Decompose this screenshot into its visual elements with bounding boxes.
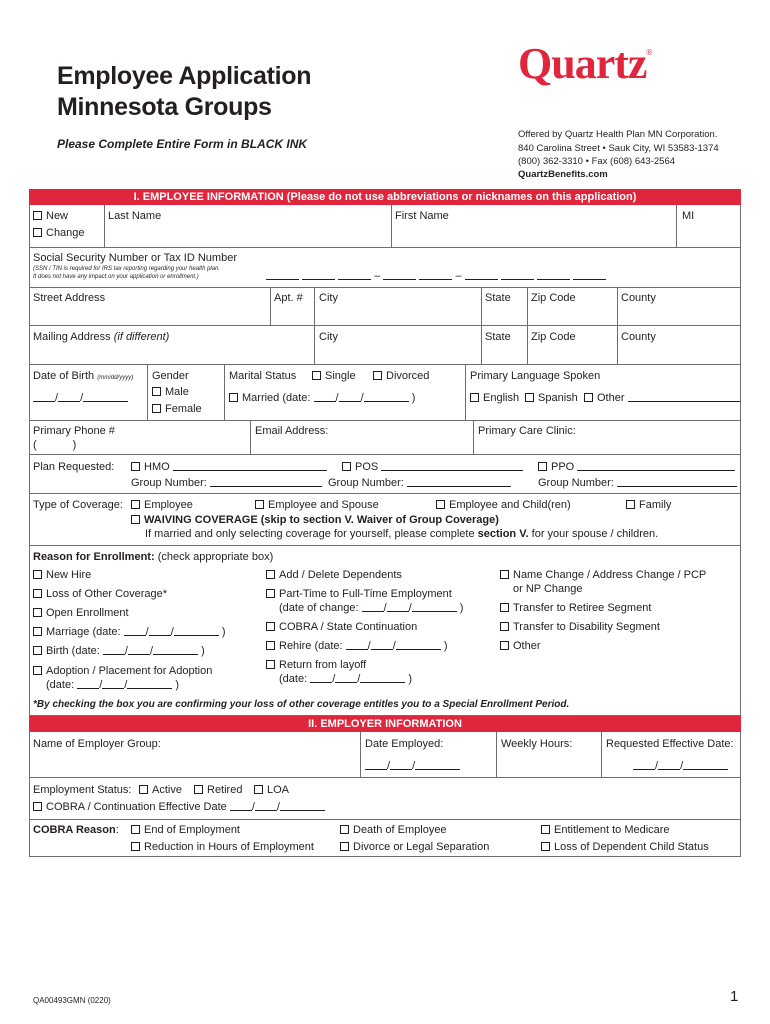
form-code: QA00493GMN (0220) xyxy=(33,996,111,1005)
mailing-zip-label: Zip Code xyxy=(531,331,576,343)
transfer-retiree-option[interactable]: Transfer to Retiree Segment xyxy=(500,602,651,615)
logo-registered: ® xyxy=(646,48,653,57)
birth-checkbox xyxy=(33,646,42,655)
female-option[interactable]: Female xyxy=(152,403,202,416)
end-employment-option[interactable]: End of Employment xyxy=(131,824,240,837)
gender-label: Gender xyxy=(152,370,189,382)
waiving-coverage-checkbox xyxy=(131,515,140,524)
change-checkbox-option[interactable]: Change xyxy=(33,227,85,240)
state-label: State xyxy=(485,292,511,304)
change-date[interactable]: (date of change: / / ) xyxy=(279,602,464,614)
single-option[interactable]: Single xyxy=(312,370,356,383)
mailing-state-label: State xyxy=(485,331,511,343)
page-title-line2: Minnesota Groups xyxy=(57,93,272,121)
english-checkbox xyxy=(470,393,479,402)
married-checkbox xyxy=(229,393,238,402)
divorced-checkbox xyxy=(373,371,382,380)
reduction-hours-checkbox xyxy=(131,842,140,851)
retired-checkbox xyxy=(194,785,203,794)
employment-status-label: Employment Status: xyxy=(33,784,132,796)
open-enrollment-option[interactable]: Open Enrollment xyxy=(33,607,129,620)
mi-label: MI xyxy=(682,210,695,222)
other-language-checkbox xyxy=(584,393,593,402)
male-option[interactable]: Male xyxy=(152,386,189,399)
zip-label: Zip Code xyxy=(531,292,576,304)
mailing-county-label: County xyxy=(621,331,656,343)
other-language-option[interactable]: Other xyxy=(584,392,740,405)
adoption-checkbox xyxy=(33,666,42,675)
employee-children-option[interactable]: Employee and Child(ren) xyxy=(436,499,571,512)
married-option[interactable]: Married (date: / / ) xyxy=(229,392,415,405)
employee-children-checkbox xyxy=(436,500,445,509)
other-reason-checkbox xyxy=(500,641,509,650)
ssn-note-1: (SSN / TIN is required for IRS tax reporting regarding your health plan. xyxy=(33,266,221,272)
divorce-option[interactable]: Divorce or Legal Separation xyxy=(340,841,489,854)
new-hire-option[interactable]: New Hire xyxy=(33,569,91,582)
offered-by: Offered by Quartz Health Plan MN Corporation. xyxy=(518,129,718,140)
reduction-hours-option[interactable]: Reduction in Hours of Employment xyxy=(131,841,314,854)
employer-group-label: Name of Employer Group: xyxy=(33,738,161,750)
page-number: 1 xyxy=(730,988,739,1005)
company-website[interactable]: QuartzBenefits.com xyxy=(518,169,608,180)
return-date[interactable]: (date: / / ) xyxy=(279,673,413,685)
mailing-city-label: City xyxy=(319,331,338,343)
part-full-checkbox xyxy=(266,589,275,598)
language-label: Primary Language Spoken xyxy=(470,370,601,382)
pos-checkbox xyxy=(342,462,351,471)
part-full-option[interactable]: Part-Time to Full-Time Employment xyxy=(266,588,452,601)
city-label: City xyxy=(319,292,338,304)
transfer-retiree-checkbox xyxy=(500,603,509,612)
marital-status-label: Marital Status xyxy=(229,370,297,382)
loss-other-coverage-checkbox xyxy=(33,589,42,598)
hmo-checkbox xyxy=(131,462,140,471)
cobra-effective-option[interactable]: COBRA / Continuation Effective Date / / xyxy=(33,801,325,814)
active-option[interactable]: Active xyxy=(139,784,182,797)
end-employment-checkbox xyxy=(131,825,140,834)
date-employed-input[interactable]: / / xyxy=(365,760,460,773)
add-delete-checkbox xyxy=(266,570,275,579)
dob-input[interactable]: / / xyxy=(33,392,128,405)
single-checkbox xyxy=(312,371,321,380)
logo-text: Quartz xyxy=(518,39,647,88)
transfer-disability-option[interactable]: Transfer to Disability Segment xyxy=(500,621,660,634)
requested-effective-date-input[interactable]: / / xyxy=(633,760,728,773)
primary-phone-label: Primary Phone # xyxy=(33,425,115,437)
cobra-state-option[interactable]: COBRA / State Continuation xyxy=(266,621,417,634)
active-checkbox xyxy=(139,785,148,794)
cobra-effective-checkbox xyxy=(33,802,42,811)
company-address: 840 Carolina Street • Sauk City, WI 53583-1374 xyxy=(518,143,719,154)
hmo-option[interactable]: HMO xyxy=(131,461,327,474)
hmo-group-number[interactable]: Group Number: xyxy=(131,477,322,490)
death-employee-checkbox xyxy=(340,825,349,834)
ppo-option[interactable]: PPO xyxy=(538,461,735,474)
last-name-label: Last Name xyxy=(108,210,162,222)
name-change-option[interactable]: Name Change / Address Change / PCP xyxy=(500,569,706,582)
marriage-checkbox xyxy=(33,627,42,636)
birth-option[interactable]: Birth (date: / / ) xyxy=(33,645,205,658)
special-enrollment-footnote: *By checking the box you are confirming your loss of other coverage entitles you to a Special Enrollment Period. xyxy=(33,699,570,710)
apt-label: Apt. # xyxy=(274,292,303,304)
section-1-header: I. EMPLOYEE INFORMATION (Please do not use abbreviations or nicknames on this application) xyxy=(29,189,741,205)
ppo-checkbox xyxy=(538,462,547,471)
loa-checkbox xyxy=(254,785,263,794)
family-checkbox xyxy=(626,500,635,509)
female-checkbox xyxy=(152,404,161,413)
dob-label: Date of Birth (mm/dd/yyyy) xyxy=(33,370,134,382)
employee-spouse-option[interactable]: Employee and Spouse xyxy=(255,499,379,512)
plan-requested-label: Plan Requested: xyxy=(33,461,115,473)
mailing-address-label: Mailing Address (if different) xyxy=(33,331,170,343)
primary-phone-input[interactable]: ( ) xyxy=(33,439,77,451)
loss-dependent-option[interactable]: Loss of Dependent Child Status xyxy=(541,841,709,854)
spanish-option[interactable]: Spanish xyxy=(525,392,578,405)
waiving-coverage-option[interactable]: WAIVING COVERAGE (skip to section V. Waiver of Group Coverage) xyxy=(131,514,499,527)
spanish-checkbox xyxy=(525,393,534,402)
transfer-disability-checkbox xyxy=(500,622,509,631)
county-label: County xyxy=(621,292,656,304)
loss-dependent-checkbox xyxy=(541,842,550,851)
weekly-hours-label: Weekly Hours: xyxy=(501,738,573,750)
change-checkbox[interactable] xyxy=(33,228,42,237)
name-change-line2: or NP Change xyxy=(513,583,583,595)
waiving-note: If married and only selecting coverage for yourself, please complete section V. for your spouse / children. xyxy=(145,528,659,540)
first-name-label: First Name xyxy=(395,210,449,222)
rehire-option[interactable]: Rehire (date: / / ) xyxy=(266,640,448,653)
quartz-logo xyxy=(518,38,652,89)
open-enrollment-checkbox xyxy=(33,608,42,617)
medicare-checkbox xyxy=(541,825,550,834)
ink-instructions: Please Complete Entire Form in BLACK INK xyxy=(57,137,308,151)
name-change-checkbox xyxy=(500,570,509,579)
pos-option[interactable]: POS xyxy=(342,461,523,474)
pos-group-number[interactable]: Group Number: xyxy=(328,477,511,490)
medicare-option[interactable]: Entitlement to Medicare xyxy=(541,824,670,837)
section-2-header: II. EMPLOYER INFORMATION xyxy=(29,716,741,732)
family-option[interactable]: Family xyxy=(626,499,671,512)
marriage-option[interactable]: Marriage (date: / / ) xyxy=(33,626,226,639)
loa-option[interactable]: LOA xyxy=(254,784,289,797)
ssn-input[interactable]: – – xyxy=(266,270,606,283)
new-checkbox-option[interactable]: New xyxy=(33,210,68,223)
loss-other-coverage-option[interactable]: Loss of Other Coverage* xyxy=(33,588,167,601)
date-employed-label: Date Employed: xyxy=(365,738,444,750)
requested-effective-date-label: Requested Effective Date: xyxy=(606,738,734,750)
street-address-label: Street Address xyxy=(33,292,106,304)
cobra-reason-label: COBRA Reason: xyxy=(33,824,119,836)
cobra-state-checkbox xyxy=(266,622,275,631)
clinic-label: Primary Care Clinic: xyxy=(478,425,576,437)
ppo-group-number[interactable]: Group Number: xyxy=(538,477,737,490)
employee-checkbox xyxy=(131,500,140,509)
retired-option[interactable]: Retired xyxy=(194,784,242,797)
company-phone-fax: (800) 362-3310 • Fax (608) 643-2564 xyxy=(518,156,676,167)
ssn-label: Social Security Number or Tax ID Number xyxy=(33,252,237,264)
return-layoff-option[interactable]: Return from layoff xyxy=(266,659,366,672)
employee-spouse-checkbox xyxy=(255,500,264,509)
new-checkbox[interactable] xyxy=(33,211,42,220)
employee-option[interactable]: Employee xyxy=(131,499,193,512)
other-reason-option[interactable]: Other xyxy=(500,640,541,653)
male-checkbox xyxy=(152,387,161,396)
english-option[interactable]: English xyxy=(470,392,519,405)
adoption-option[interactable]: Adoption / Placement for Adoption xyxy=(33,665,212,678)
rehire-checkbox xyxy=(266,641,275,650)
add-delete-option[interactable]: Add / Delete Dependents xyxy=(266,569,402,582)
reason-label: Reason for Enrollment: (check appropriate box) xyxy=(33,551,274,563)
coverage-type-label: Type of Coverage: xyxy=(33,499,123,511)
divorce-checkbox xyxy=(340,842,349,851)
email-label: Email Address: xyxy=(255,425,329,437)
divorced-option[interactable]: Divorced xyxy=(373,370,429,383)
return-layoff-checkbox xyxy=(266,660,275,669)
death-employee-option[interactable]: Death of Employee xyxy=(340,824,447,837)
new-hire-checkbox xyxy=(33,570,42,579)
ssn-note-2: It does not have any impact on your application or enrollment.) xyxy=(33,274,199,280)
page-title-line1: Employee Application xyxy=(57,62,312,90)
adoption-date[interactable]: (date: / / ) xyxy=(46,679,180,691)
